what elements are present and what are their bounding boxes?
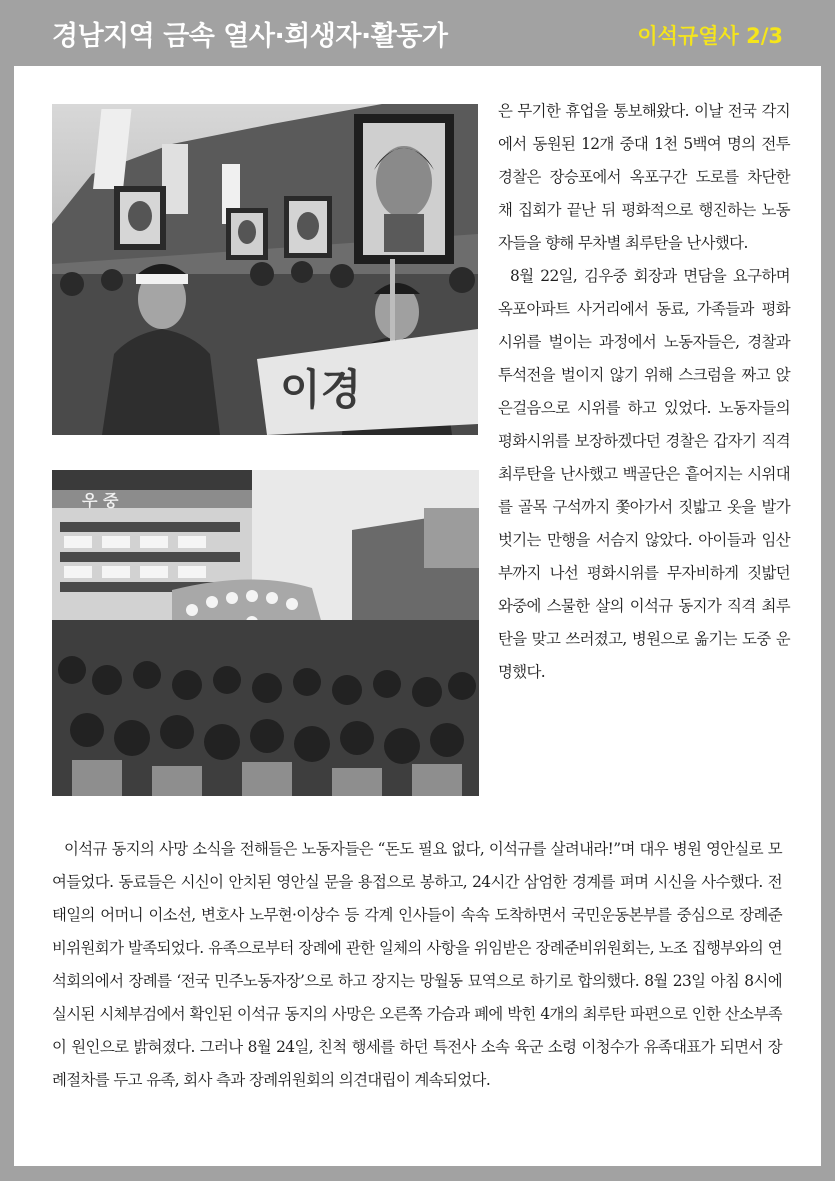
article-paragraph-2: 8월 22일, 김우중 회장과 면담을 요구하며 옥포아파트 사거리에서 동료, 가족들과 평화시위를 벌이는 과정에서 노동자들은, 경찰과 투석전을 벌이지 않기 위해 스크럼을 짜고 앉은걸음으로 시위를 하고 있었다. 노동자들의 평화시위를 보장하겠다던 경찰은 갑자기 직격 최루탄을 난사했고 백골단은 흩어지는 시위대를 골목 구석까지 쫓아가서 짓밟고 옷을 발가벗기는 만행을 서슴지 않았다. 아이들과 임산부까지 나선 평화시위를 무자비하게 짓밟던 와중에 스물한 살의 이석규 동지가 직격 최루탄을 맞고 쓰러졌고, 병원으로 옮기는 도중 운명했다. [498,267,790,681]
photo-funeral-crowd-image [52,470,479,796]
banner-text: 이경 [280,365,362,414]
building-sign: 우 중 [82,491,119,510]
article-right-column [498,95,790,689]
article-paragraph-3: 이석규 동지의 사망 소식을 전해들은 노동자들은 “돈도 필요 없다, 이석규를 살려내라!”며 대우 병원 영안실로 모여들었다. 동료들은 시신이 안치된 영안실 문을 용접으로 봉하고, 24시간 삼엄한 경계를 펴며 시신을 사수했다. 전태일의 어머니 이소선, 변호사 노무현·이상수 등 각계 인사들이 속속 도착하면서 국민운동본부를 중심으로 장례준비위원회가 발족되었다. 유족으로부터 장례에 관한 일체의 사항을 위임받은 장례준비위원회는, 노조 집행부와의 연석회의에서 장례를 ‘전국 민주노동자장’으로 하고 장지는 망월동 묘역으로 하기로 합의했다. 8월 23일 아침 8시에 실시된 시체부검에서 확인된 이석규 동지의 사망은 오른쪽 가슴과 폐에 박힌 4개의 최루탄 파편으로 인한 산소부족이 원인으로 밝혀졌다. 그러나 8월 24일, 친척 행세를 하던 특전사 소속 육군 소령 이청수가 유족대표가 되면서 장례절차를 두고 유족, 회사 측과 장례위원회의 의견대립이 계속되었다. [52,840,782,1089]
page-sheet [14,66,821,1166]
page-header [0,0,835,64]
page-title: 경남지역 금속 열사·희생자·활동가 [52,21,448,52]
article-paragraph-1: 은 무기한 휴업을 통보해왔다. 이날 전국 각지에서 동원된 12개 중대 1천 5백여 명의 전투경찰은 장승포에서 옥포구간 도로를 차단한 채 집회가 끝난 뒤 평화적으로 행진하는 노동자들을 향해 무차별 최루탄을 난사했다. [498,102,790,252]
photo-funeral-crowd [52,470,479,796]
series-tag: 이석규열사 2/3 [637,24,783,48]
photo-funeral-march-image [52,104,478,435]
photo-funeral-march [52,104,478,435]
